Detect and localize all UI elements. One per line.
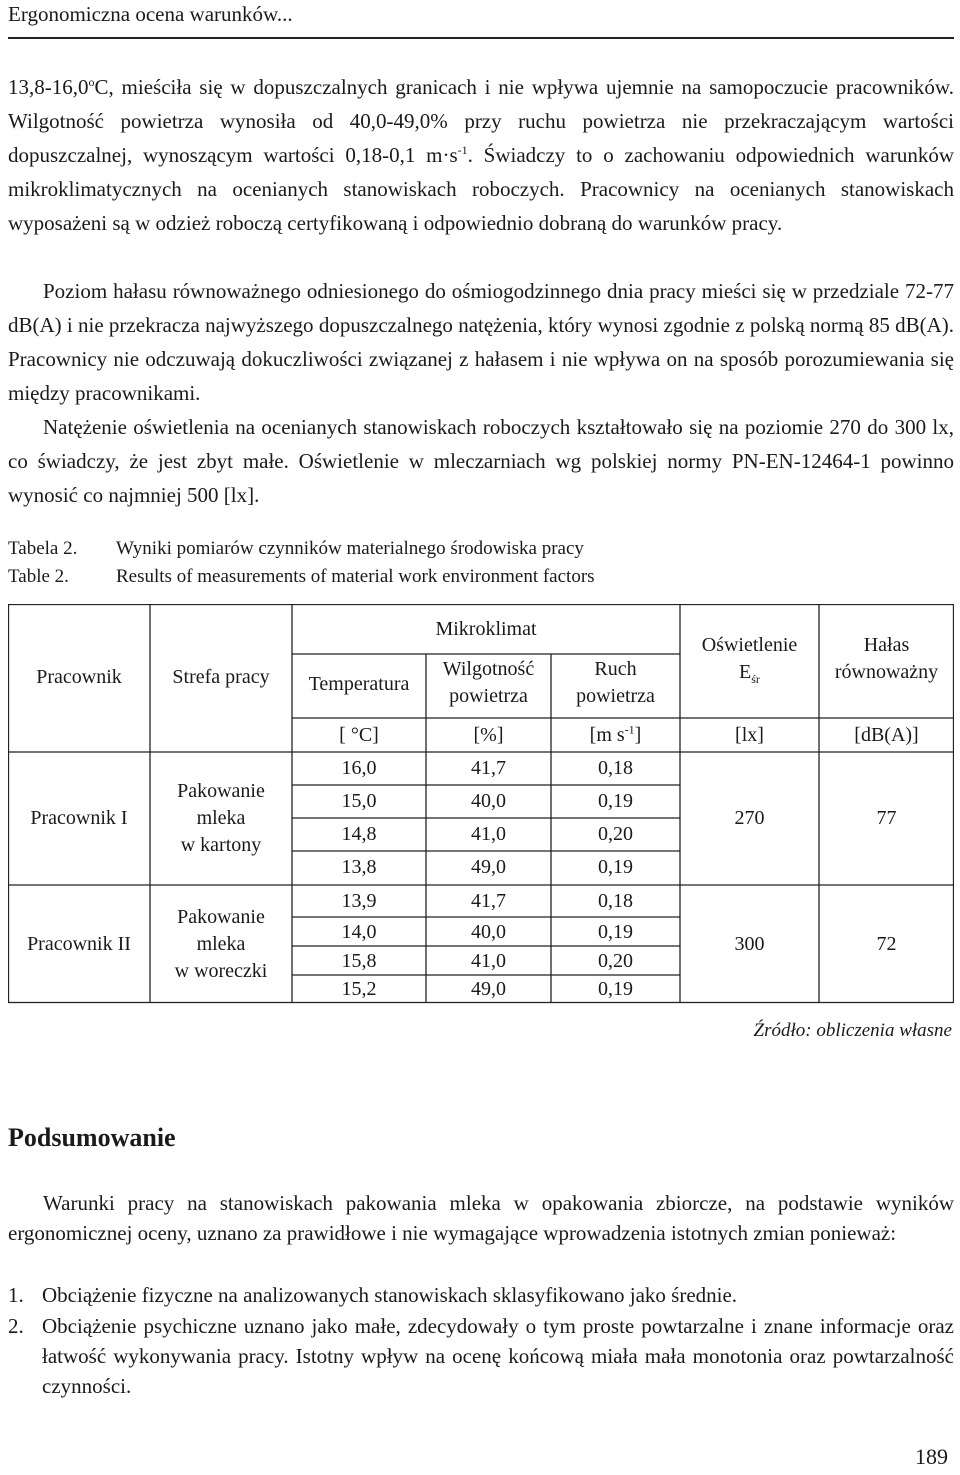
header-temperatura: Temperatura [308, 673, 410, 695]
zone-2-line2: mleka [196, 933, 246, 955]
table-cell: 41,7 [471, 890, 506, 912]
header-ruch-line2: powietrza [576, 685, 655, 707]
unit-halas: [dB(A)] [854, 724, 919, 746]
table-source: Źródło: obliczenia własne [753, 1020, 952, 1041]
header-mikroklimat: Mikroklimat [435, 618, 537, 640]
header-ruch-line1: Ruch [594, 658, 637, 680]
header-oswietlenie [680, 632, 819, 686]
zone-2-line1: Pakowanie [177, 906, 265, 928]
header-wilgotnosc [426, 656, 551, 710]
zone-1-line1: Pakowanie [177, 780, 265, 802]
zone-1-line2: mleka [196, 807, 246, 829]
table-cell: 0,19 [598, 978, 633, 1000]
table-cell: 0,19 [598, 921, 633, 943]
header-halas-line2: równoważny [834, 661, 939, 683]
header-halas [819, 632, 954, 686]
table-cell: 41,0 [471, 950, 506, 972]
list-item-number: 2. [8, 1314, 24, 1338]
section-heading: Podsumowanie [8, 1123, 176, 1152]
table-cell: 15,0 [341, 790, 377, 812]
header-strefa: Strefa pracy [172, 666, 270, 688]
p1-text-a: 13,8-16,0 [8, 75, 89, 99]
caption-en-text: Results of measurements of material work environment factors [116, 566, 595, 587]
results-table [8, 604, 954, 1004]
table-cell: 40,0 [471, 921, 506, 943]
table-cell: 15,2 [341, 978, 377, 1000]
table-cell: 15,8 [341, 950, 377, 972]
unit-ruch-a: [m s [589, 724, 625, 746]
page-number: 189 [915, 1444, 948, 1469]
list-item: Obciążenie psychiczne uznano jako małe, zdecydowały o tym proste powtarzalne i znane informacje oraz łatwość wykonywania pracy. Istotny wpływ na ocenę końcową miała mała monotonia oraz powtarzalność czynności. [42, 1314, 954, 1398]
worker-2: Pracownik II [27, 933, 131, 955]
table-cell: 49,0 [471, 978, 506, 1000]
lighting-1: 270 [734, 807, 765, 829]
unit-ruch-b: ] [634, 724, 642, 746]
running-header: Ergonomiczna ocena warunków... [8, 2, 293, 26]
header-ruch [551, 656, 680, 710]
p1-text-b: C, mieściła się w dopuszczalnych granicach i nie wpływa ujemnie na samopoczucie pracowników. Wilgotność powietrza wynosiła od 40,0-49,0% przy ruchu powietrza nie przekraczającym wartości dopuszczalnej, wynoszącym wartości 0,18-0,1 m·s [8, 75, 954, 167]
header-rule [8, 37, 954, 39]
zone-2 [150, 904, 292, 985]
zone-2-line3: w woreczki [174, 960, 268, 982]
table-cell: 49,0 [471, 856, 506, 878]
table-cell: 16,0 [341, 757, 377, 779]
header-pracownik: Pracownik [36, 666, 122, 688]
table-cell: 0,18 [598, 890, 633, 912]
caption-pl-text: Wyniki pomiarów czynników materialnego środowiska pracy [116, 538, 584, 559]
table-cell: 13,9 [341, 890, 377, 912]
table-cell: 0,20 [598, 823, 633, 845]
noise-1: 77 [876, 807, 897, 829]
table-cell: 14,8 [341, 823, 377, 845]
table-cell: 0,20 [598, 950, 633, 972]
lighting-2: 300 [734, 933, 765, 955]
summary-intro: Warunki pracy na stanowiskach pakowania mleka w opakowania zbiorcze, na podstawie wyników ergonomicznej oceny, uznano za prawidłowe i nie wymagające wprowadzenia istotnych zmian ponieważ: [8, 1191, 954, 1245]
header-wilgotnosc-line2: powietrza [449, 685, 528, 707]
list-item: Obciążenie fizyczne na analizowanych stanowiskach sklasyfikowano jako średnie. [42, 1283, 738, 1307]
paragraph-lighting: Natężenie oświetlenia na ocenianych stanowiskach roboczych kształtowało się na poziomie 270 do 300 lx, co świadczy, że jest zbyt małe. Oświetlenie w mleczarniach wg polskiej normy PN-EN-12464-1 powinno wynosić co najmniej 500 [lx]. [8, 415, 954, 507]
worker-1: Pracownik I [30, 807, 128, 829]
paragraph-noise: Poziom hałasu równoważnego odniesionego do ośmiogodzinnego dnia pracy mieści się w przedziale 72-77 dB(A) i nie przekracza najwyższego dopuszczalnego natężenia, który wynosi zgodnie z polską normą 85 dB(A). Pracownicy nie odczuwają dokuczliwości związanej z hałasem i nie wpływa on na sposób porozumiewania się między pracownikami. [8, 279, 954, 405]
unit-temperatura: [ °C] [339, 724, 379, 746]
header-halas-line1: Hałas [863, 634, 910, 656]
p1-unit-sup: -1 [457, 143, 468, 157]
caption-pl-label: Tabela 2. [8, 538, 78, 559]
unit-oswietlenie: [lx] [735, 724, 764, 746]
unit-ruch [551, 722, 680, 749]
noise-2: 72 [876, 933, 897, 955]
table-cell: 0,18 [598, 757, 633, 779]
table-cell: 41,0 [471, 823, 506, 845]
table-cell: 41,7 [471, 757, 506, 779]
header-oswietlenie-line2 [680, 659, 819, 686]
list-item-number: 1. [8, 1283, 24, 1307]
header-wilgotnosc-line1: Wilgotność [442, 658, 535, 680]
table-cell: 0,19 [598, 790, 633, 812]
paragraph-microclimate [8, 70, 954, 240]
zone-1 [150, 778, 292, 859]
table-cell: 0,19 [598, 856, 633, 878]
p1-text-c: . Świadczy to o zachowaniu odpowiednich warunków mikroklimatycznych na ocenianych stanowiskach roboczych. Pracownicy na ocenianych stanowiskach wyposażeni są w odzież roboczą certyfikowaną i odpowiednio dobraną do warunków pracy. [8, 143, 954, 235]
table-cell: 13,8 [341, 856, 377, 878]
header-oswietlenie-line1: Oświetlenie [701, 634, 798, 656]
unit-ruch-sup: -1 [624, 722, 635, 737]
table-cell: 14,0 [341, 921, 377, 943]
header-oswietlenie-e: E [739, 661, 752, 683]
p1-degree-sup: o [88, 75, 95, 89]
table-cell: 40,0 [471, 790, 506, 812]
unit-wilgotnosc: [%] [473, 724, 504, 746]
zone-1-line3: w kartony [180, 834, 262, 856]
caption-en-label: Table 2. [8, 566, 69, 587]
header-oswietlenie-sub: śr [751, 672, 760, 686]
